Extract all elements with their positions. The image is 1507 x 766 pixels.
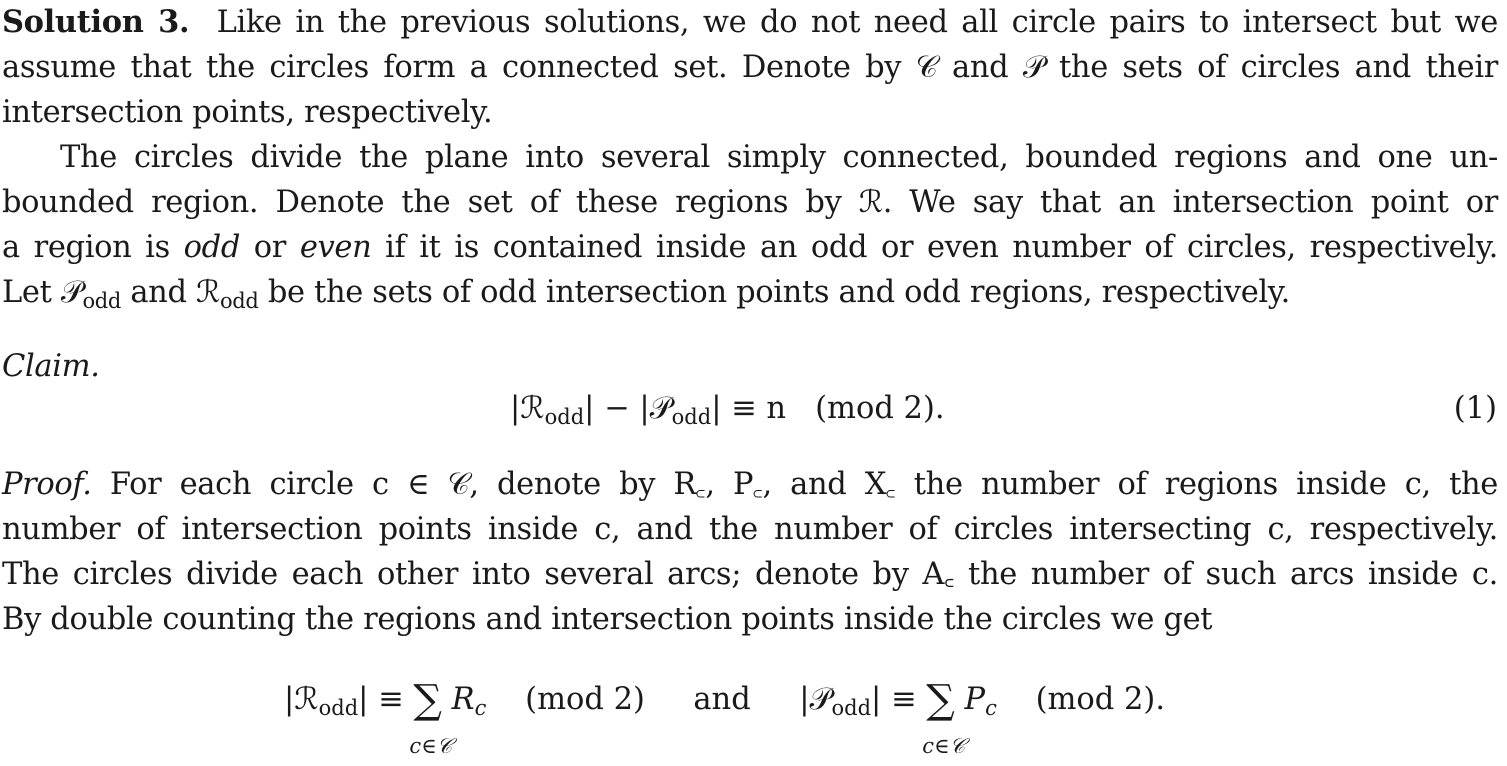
text-fragment: Let 𝒫 [2, 275, 83, 310]
proof-line-1 [2, 462, 1498, 507]
regions-line-4 [2, 270, 1498, 324]
final-equation [284, 677, 1166, 758]
subscript-odd: odd [831, 696, 872, 720]
math-fragment: |ℛ [284, 682, 319, 717]
math-term: P [964, 682, 986, 717]
math-fragment: | ≡ n (mod 2). [711, 391, 945, 426]
sum-index: c∈𝒞 [922, 734, 965, 758]
text-fragment: or [253, 230, 287, 265]
subscript-odd: odd [219, 289, 259, 313]
solution-heading: Solution 3. [2, 4, 190, 40]
text-fragment: For each circle c ∈ 𝒞, denote by R꜀, P꜀, and X꜀ the number of regions inside c, the [109, 467, 1498, 502]
subscript-odd: odd [318, 696, 359, 720]
subscript-c: c [474, 696, 487, 720]
claim-equation [510, 386, 945, 440]
proof-line-2: number of intersection points inside c, and the number of circles intersecting c, respectively. [2, 512, 1498, 547]
subscript-c: c [985, 696, 997, 720]
regions-line-3 [2, 225, 1498, 270]
sigma-glyph: ∑ [413, 677, 442, 723]
subscript-odd: odd [82, 289, 121, 313]
mod-text: (mod 2) [525, 682, 645, 717]
subscript-odd: odd [671, 405, 712, 429]
solution-line-3: intersection points, respectively. [2, 95, 493, 130]
subscript-odd: odd [544, 405, 585, 429]
mod-text: (mod 2). [1035, 682, 1166, 717]
solution-text-1: Like in the previous solutions, we do not need all circle pairs to intersect but we [216, 5, 1498, 40]
sum-symbol-2 [922, 677, 965, 758]
claim-label: Claim. [2, 349, 100, 384]
solution-line-2: assume that the circles form a connected set. Denote by 𝒞 and 𝒫 the sets of circles and their [2, 50, 1498, 85]
math-fragment: | ≡ [358, 682, 404, 717]
math-fragment: |𝒫 [799, 682, 832, 717]
text-fragment: if it is contained inside an odd or even number of circles, respectively. [385, 230, 1498, 265]
regions-line-1: The circles divide the plane into several simply connected, bounded regions and one un- [60, 140, 1498, 175]
sum-index: c∈𝒞 [409, 734, 453, 758]
proof-label: Proof. [2, 467, 92, 502]
solution-line-1 [2, 0, 1498, 45]
sigma-glyph: ∑ [926, 677, 955, 723]
and-text: and [693, 682, 751, 717]
proof-line-4: By double counting the regions and intersection points inside the circles we get [2, 602, 1213, 637]
math-fragment: |ℛ [510, 391, 545, 426]
text-fragment: a region is [2, 230, 170, 265]
math-term: R [451, 682, 475, 717]
math-fragment: | − |𝒫 [584, 391, 672, 426]
text-fragment: and ℛ [130, 275, 220, 310]
proof-line-3: The circles divide each other into several arcs; denote by A꜀ the number of such arcs inside c. [2, 557, 1498, 592]
even-term: even [299, 230, 372, 265]
regions-line-2: bounded region. Denote the set of these regions by ℛ. We say that an intersection point or [2, 185, 1498, 220]
math-fragment: | ≡ [871, 682, 917, 717]
text-fragment: be the sets of odd intersection points and odd regions, respectively. [267, 275, 1290, 310]
sum-symbol-1 [409, 677, 453, 758]
equation-number: (1) [1453, 391, 1497, 426]
odd-term: odd [183, 230, 241, 265]
